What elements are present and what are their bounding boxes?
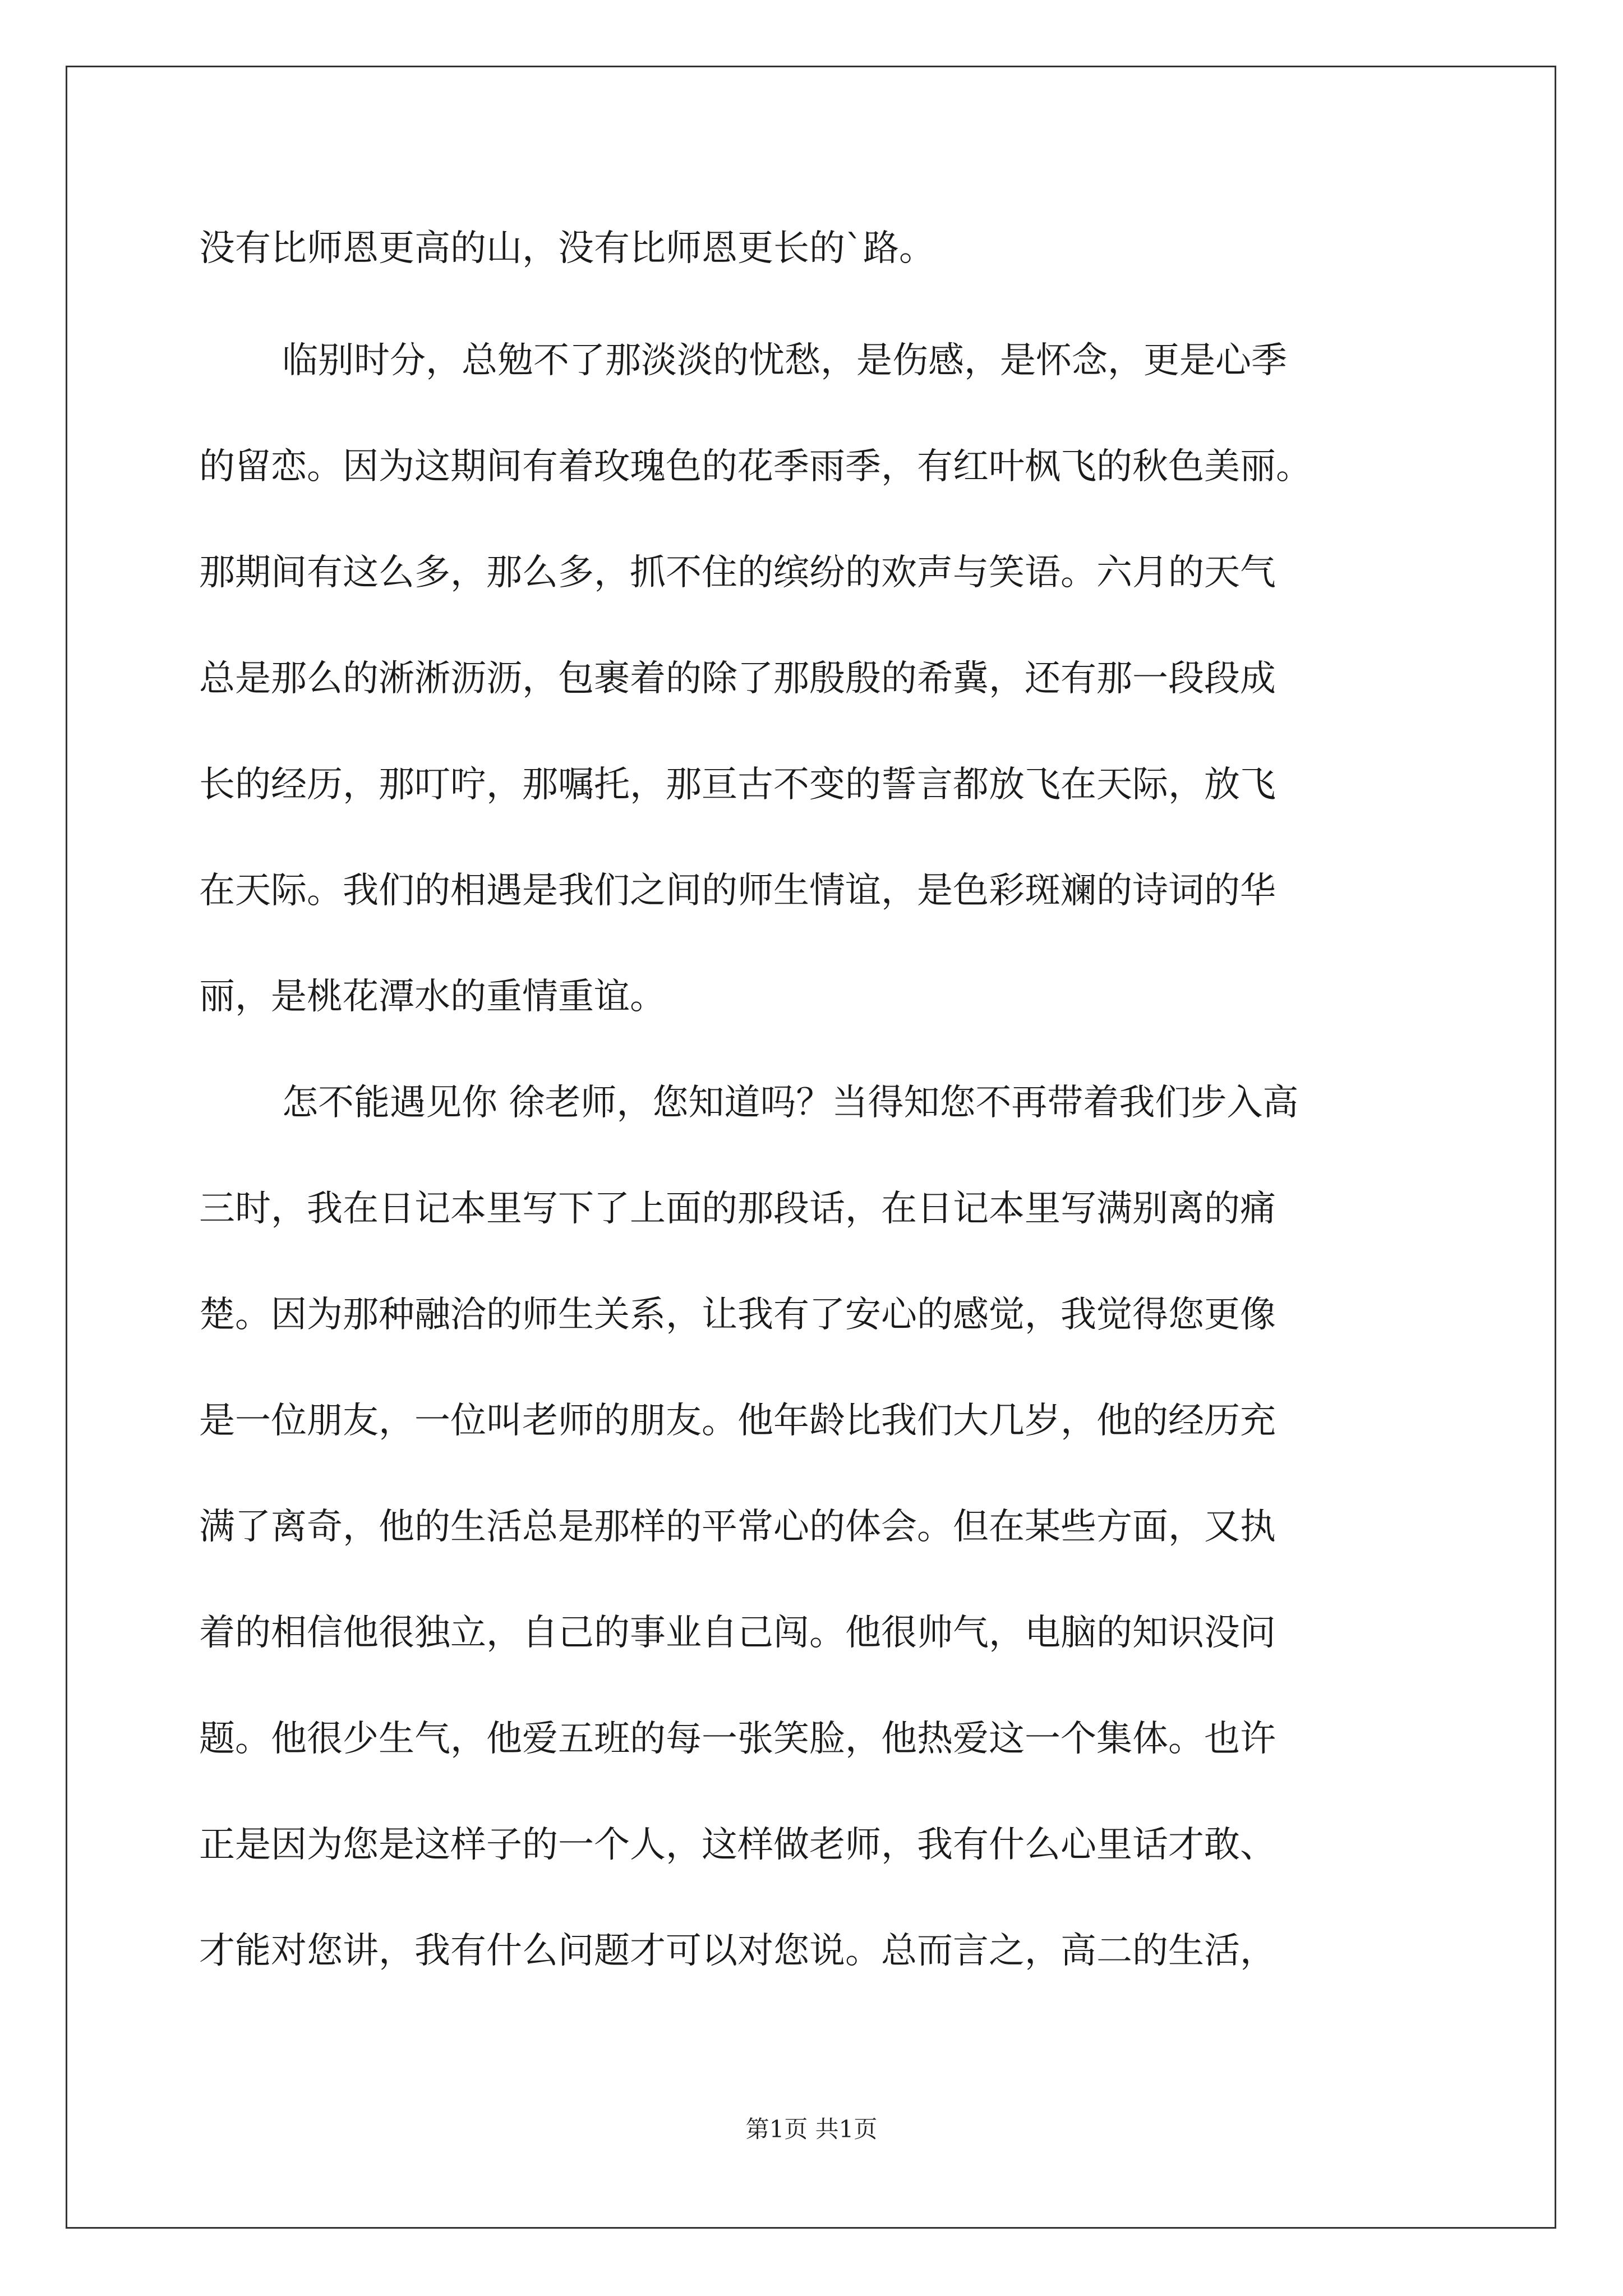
page-number-footer: 第1页 共1页 [745,2115,878,2143]
text-line: 着的相信他很独立，自己的事业自己闯。他很帅气，电脑的知识没问 [199,1612,1276,1654]
text-line: 在天际。我们的相遇是我们之间的师生情谊，是色彩斑斓的诗词的华 [199,870,1276,912]
text-line: 丽，是桃花潭水的重情重谊。 [199,976,666,1018]
text-line: 三时，我在日记本里写下了上面的那段话，在日记本里写满别离的痛 [199,1188,1276,1230]
text-line: 满了离奇，他的生活总是那样的平常心的体会。但在某些方面，又执 [199,1506,1276,1548]
text-line: 总是那么的淅淅沥沥，包裹着的除了那殷殷的希冀，还有那一段段成 [199,658,1276,700]
text-line: 题。他很少生气，他爱五班的每一张笑脸，他热爱这一个集体。也许 [199,1718,1276,1760]
text-line: 正是因为您是这样子的一个人，这样做老师，我有什么心里话才敢、 [199,1824,1276,1866]
text-line: 没有比师恩更高的山，没有比师恩更长的`路。 [199,228,935,269]
text-line: 才能对您讲，我有什么问题才可以对您说。总而言之，高二的生活， [199,1930,1276,1972]
paragraph-start-line: 怎不能遇见你 徐老师，您知道吗？当得知您不再带着我们步入高 [282,1082,1299,1124]
text-line: 的留恋。因为这期间有着玫瑰色的花季雨季，有红叶枫飞的秋色美丽。 [199,446,1312,487]
paragraph-start-line: 临别时分，总勉不了那淡淡的忧愁，是伤感，是怀念，更是心季 [282,340,1287,381]
text-line: 长的经历，那叮咛，那嘱托，那亘古不变的誓言都放飞在天际，放飞 [199,764,1276,806]
text-line: 楚。因为那种融洽的师生关系，让我有了安心的感觉，我觉得您更像 [199,1294,1276,1336]
text-line: 是一位朋友，一位叫老师的朋友。他年龄比我们大几岁，他的经历充 [199,1400,1276,1442]
text-line: 那期间有这么多，那么多，抓不住的缤纷的欢声与笑语。六月的天气 [199,552,1276,593]
page-border [66,66,1556,2229]
